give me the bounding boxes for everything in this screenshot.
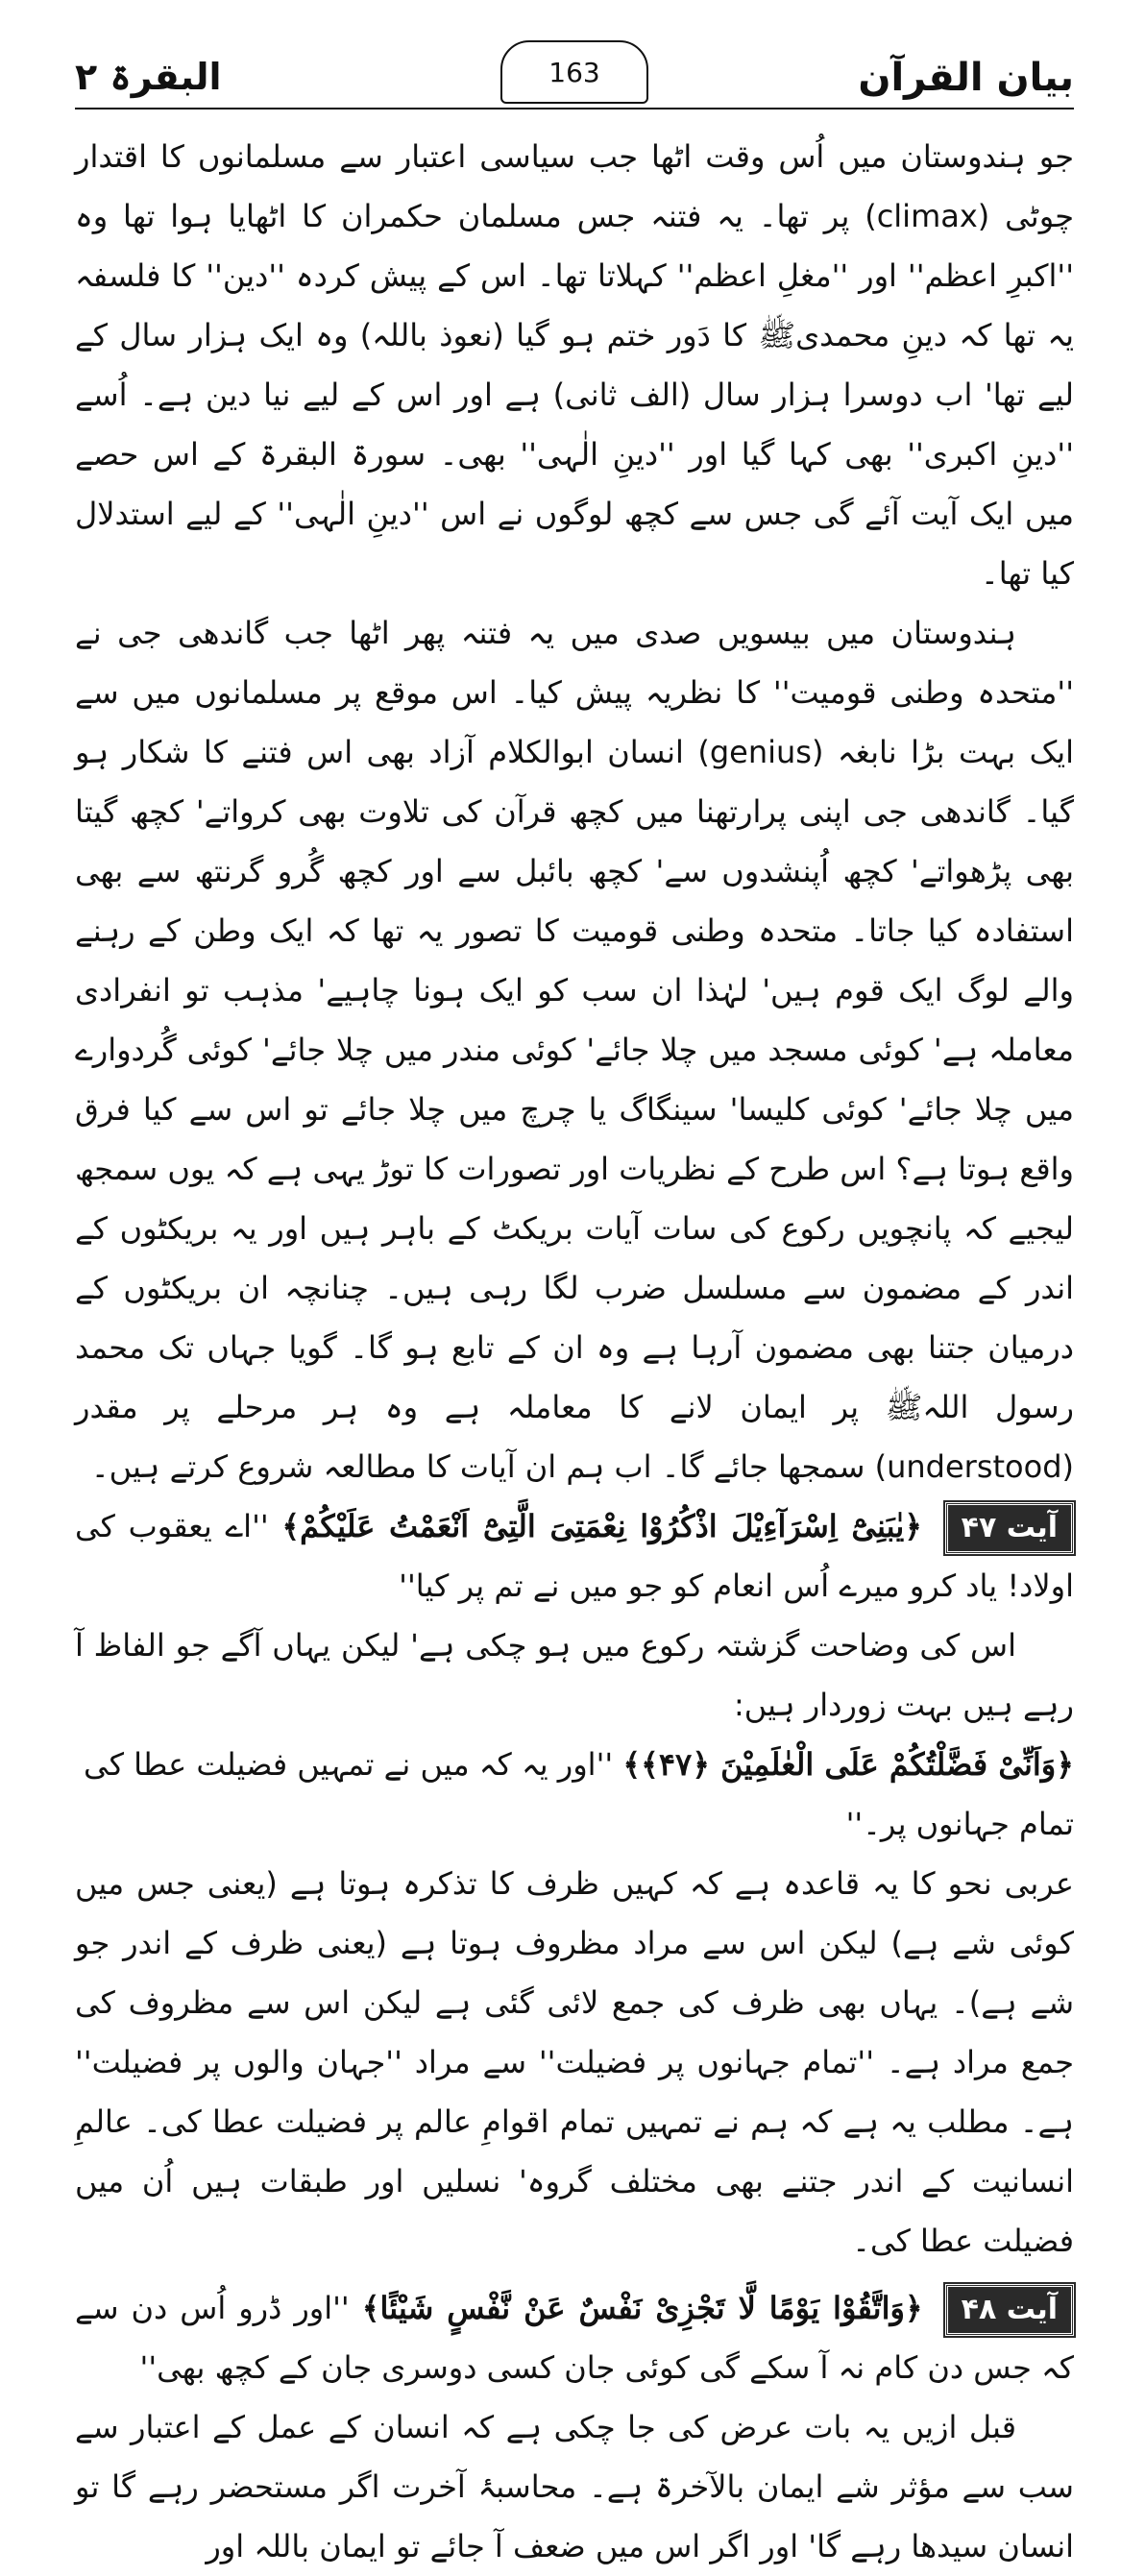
ayah-number-badge: آیت ۴۸ <box>945 2284 1074 2336</box>
paragraph-1: جو ہندوستان میں اُس وقت اٹھا جب سیاسی اعتبار سے مسلمانوں کا اقتدار چوٹی (climax) پر تھا۔ یہ فتنہ جس مسلمان حکمران کا اٹھایا ہوا تھا وہ ''اکبرِ اعظم'' اور ''مغلِ اعظم'' کہلاتا تھا۔ اس کے پیش کردہ ''دین'' کا فلسفہ یہ تھا کہ دینِ محمدیﷺ کا دَور ختم ہو گیا (نعوذ باللہ) وہ ایک ہزار سال کے لیے تھا' اب دوسرا ہزار سال (الف ثانی) ہے اور اس کے لیے نیا دین ہے۔ اُسے ''دینِ اکبری'' بھی کہا گیا اور ''دینِ الٰہی'' بھی۔ سورۃ البقرۃ کے اس حصے میں ایک آیت آئے گی جس سے کچھ لوگوں نے اس ''دینِ الٰہی'' کے لیے استدلال کیا تھا۔ <box>75 138 1075 592</box>
page-number: 163 <box>548 56 600 88</box>
quote-translation: ''اور یہ کہ میں نے تمہیں فضیلت عطا کی تمام جہانوں پر۔'' <box>84 1746 1074 1842</box>
paragraph-4: عربی نحو کا یہ قاعدہ ہے کہ کہیں ظرف کا تذکرہ ہوتا ہے (یعنی جس میں کوئی شے ہے) لیکن اس سے مراد مظروف ہوتا ہے (یعنی ظرف کے اندر جو شے ہے)۔ یہاں بھی ظرف کی جمع لائی گئی ہے لیکن اس سے مظروف کی جمع مراد ہے۔ ''تمام جہانوں پر فضیلت'' سے مراد ''جہان والوں پر فضیلت'' ہے۔ مطلب یہ ہے کہ ہم نے تمہیں تمام اقوامِ عالم پر فضیلت عطا کی۔ عالمِ انسانیت کے اندر جتنے بھی مختلف گروہ' نسلیں اور طبقات ہیں اُن میں فضیلت عطا کی۔ <box>75 1865 1074 2259</box>
ayah-translation: ''اور ڈرو اُس دن سے کہ جس دن کام نہ آ سکے گی کوئی جان کسی دوسری جان کے کچھ بھی'' <box>75 2290 1074 2386</box>
ayah-arabic-text: ﴿یٰبَنِیْٓ اِسْرَآءِیْلَ اذْکُرُوْا نِعْمَتِیَ الَّتِیْٓ اَنْعَمْتُ عَلَیْکُمْ﴾ <box>281 1508 922 1544</box>
ayah-translation: ''اے یعقوب کی اولاد! یاد کرو میرے اُس انعام کو جو میں نے تم پر کیا'' <box>75 1508 1074 1604</box>
paragraph-3: اس کی وضاحت گزشتہ رکوع میں ہو چکی ہے' لیکن یہاں آگے جو الفاظ آ رہے ہیں بہت زوردار ہیں: <box>75 1627 1074 1723</box>
ayah-number-badge: آیت ۴۷ <box>945 1502 1074 1554</box>
surah-title: البقرۃ ۲ <box>75 56 222 98</box>
paragraph-5: قبل ازیں یہ بات عرض کی جا چکی ہے کہ انسان کے عمل کے اعتبار سے سب سے مؤثر شے ایمان بالآخرۃ ہے۔ محاسبۂ آخرت اگر مستحضر رہے گا تو انسان سیدھا رہے گا' اور اگر اس میں ضعف آ جائے تو ایمان باللہ اور <box>75 2409 1074 2564</box>
book-page <box>75 50 1075 2564</box>
ayah-47-quote <box>75 1735 1074 1854</box>
quote-arabic-text: ﴿وَاَنِّیْ فَضَّلْتُکُمْ عَلَی الْعٰلَمِیْنَ ﴿۴۷﴾﴾ <box>622 1746 1074 1783</box>
ayah-48-block <box>75 2278 1074 2397</box>
page-header <box>75 50 1074 109</box>
book-title: بیان القرآن <box>858 56 1074 100</box>
paragraph-2: ہندوستان میں بیسویں صدی میں یہ فتنہ پھر اٹھا جب گاندھی جی نے ''متحدہ وطنی قومیت'' کا نظریہ پیش کیا۔ اس موقع پر مسلمانوں میں سے ایک بہت بڑا نابغہ (genius) انسان ابوالکلام آزاد بھی اس فتنے کا شکار ہو گیا۔ گاندھی جی اپنی پرارتھنا میں کچھ قرآن کی تلاوت بھی کرواتے' کچھ گیتا بھی پڑھواتے' کچھ اُپنشدوں سے' کچھ بائبل سے اور کچھ گُرو گرنتھ سے بھی استفادہ کیا جاتا۔ متحدہ وطنی قومیت کا تصور یہ تھا کہ ایک وطن کے رہنے والے لوگ ایک قوم ہیں' لہٰذا ان سب کو ایک ہونا چاہیے' مذہب تو انفرادی معاملہ ہے' کوئی مسجد میں چلا جائے' کوئی مندر میں چلا جائے' کوئی گُردوارے میں چلا جائے' کوئی کلیسا' سینگاگ یا چرچ میں چلا جائے تو اس سے کیا فرق واقع ہوتا ہے؟ اس طرح کے نظریات اور تصورات کا توڑ یہی ہے کہ یوں سمجھ لیجیے کہ پانچویں رکوع کی سات آیات بریکٹ کے باہر ہیں اور یہ بریکٹوں کے اندر کے مضمون سے مسلسل ضرب لگا رہی ہیں۔ چنانچہ ان بریکٹوں کے درمیان جتنا بھی مضمون آرہا ہے وہ ان کے تابع ہو گا۔ گویا جہاں تک محمد رسول اللہﷺ پر ایمان لانے کا معاملہ ہے وہ ہر مرحلے پر مقدر (understood) سمجھا جائے گا۔ اب ہم ان آیات کا مطالعہ شروع کرتے ہیں۔ <box>75 615 1075 1485</box>
ayah-47-block <box>75 1496 1074 1616</box>
ayah-arabic-text: ﴿وَاتَّقُوْا یَوْمًا لَّا تَجْزِیْ نَفْسٌ عَنْ نَّفْسٍ شَیْئًا﴾ <box>361 2290 923 2326</box>
page-number-frame <box>500 40 648 104</box>
